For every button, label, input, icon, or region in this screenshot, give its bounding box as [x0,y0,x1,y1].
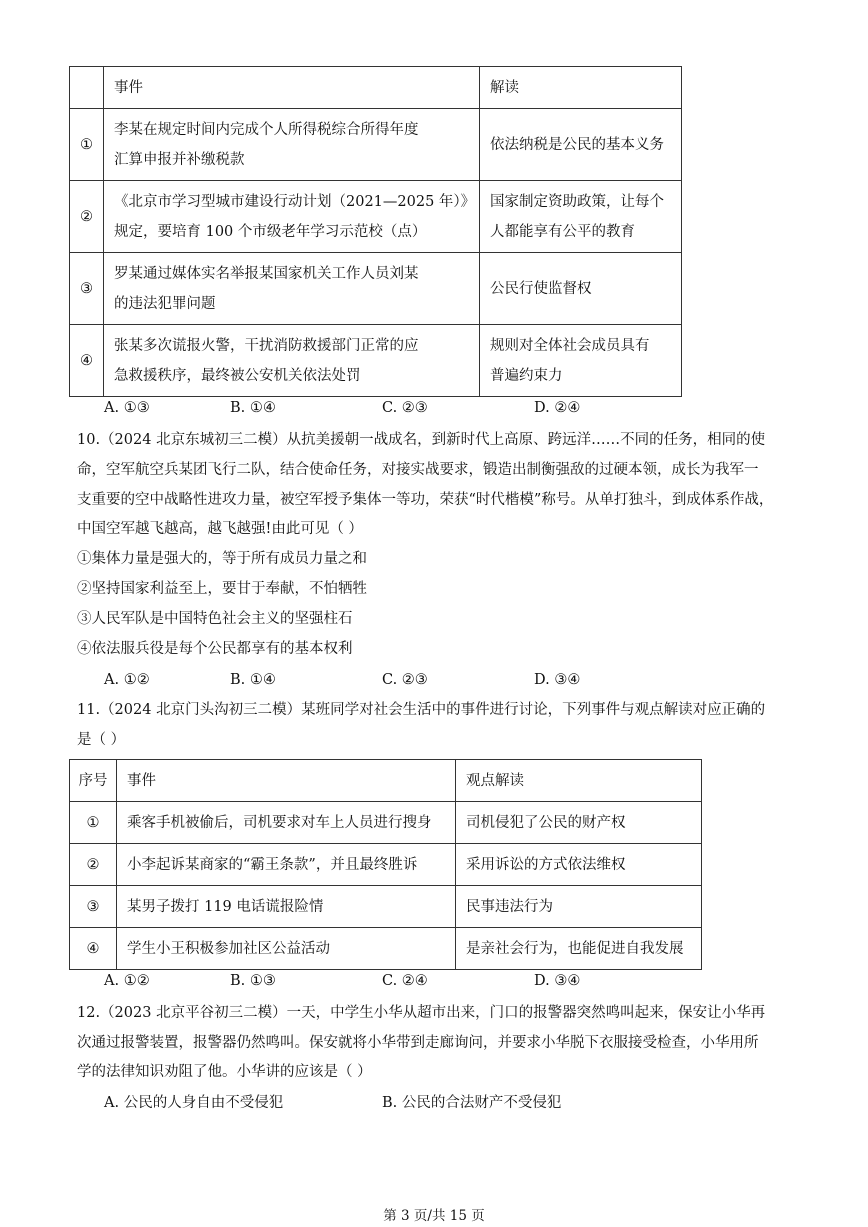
option-c: C. ②③ [382,400,428,416]
table1-header-blank [70,67,104,109]
table2-row-num: ④ [70,928,117,970]
option-d: D. ③④ [534,672,581,688]
table2-row-num: ② [70,844,117,886]
option-a: A. ①② [104,672,150,688]
table1-row-num: ① [70,109,104,181]
q12-stem-line: 学的法律知识劝阻了他。小华讲的应该是（ ） [77,1064,372,1080]
table2-row-reading: 是亲社会行为，也能促进自我发展 [456,928,702,970]
option-d: D. ②④ [534,400,581,416]
option-b: B. ①④ [230,400,276,416]
option-a: A. 公民的人身自由不受侵犯 [104,1095,284,1111]
table1-row-reading: 规则对全体社会成员具有 普遍约束力 [480,325,682,397]
table1-row-reading: 国家制定资助政策，让每个 人都能享有公平的教育 [480,181,682,253]
table1-row-event: 李某在规定时间内完成个人所得税综合所得年度 汇算申报并补缴税款 [104,109,480,181]
events-table-1 [69,66,682,397]
q10-statement: ③人民军队是中国特色社会主义的坚强柱石 [77,611,353,627]
table2-row-num: ① [70,802,117,844]
table2-header-event: 事件 [117,760,456,802]
option-b: B. ①④ [230,672,276,688]
table2-row-event: 学生小王积极参加社区公益活动 [117,928,456,970]
table2-row-num: ③ [70,886,117,928]
option-b: B. ①③ [230,973,276,989]
q10-stem-line: 命，空军航空兵某团飞行二队，结合使命任务，对接实战要求，锻造出制衡强敌的过硬本领，成长为我军一 [77,462,759,478]
q10-stem-line: 中国空军越飞越高，越飞越强!由此可见（ ） [77,521,363,537]
q10-statement: ①集体力量是强大的，等于所有成员力量之和 [77,551,367,567]
table2-row-event: 小李起诉某商家的“霸王条款”，并且最终胜诉 [117,844,456,886]
option-c: C. ②④ [382,973,428,989]
table1-header-event: 事件 [104,67,480,109]
q11-stem-line: 11.（2024 北京门头沟初三二模）某班同学对社会生活中的事件进行讨论，下列事件与观点解读对应正确的 [77,702,766,718]
q10-stem-line: 支重要的空中战略性进攻力量，被空军授予集体一等功，荣获“时代楷模”称号。从单打独斗，到成体系作战， [77,492,774,508]
table2-header-seq: 序号 [70,760,117,802]
option-d: D. ③④ [534,973,581,989]
page-number: 第 3 页/共 15 页 [383,1208,485,1224]
option-a: A. ①② [104,973,150,989]
table2-row-event: 乘客手机被偷后，司机要求对车上人员进行搜身 [117,802,456,844]
table2-row-event: 某男子拨打 119 电话谎报险情 [117,886,456,928]
table2-row-reading: 司机侵犯了公民的财产权 [456,802,702,844]
q10-statement: ②坚持国家利益至上，要甘于奉献，不怕牺牲 [77,581,367,597]
q10-statement: ④依法服兵役是每个公民都享有的基本权利 [77,641,353,657]
q12-stem-line: 12.（2023 北京平谷初三二模）一天，中学生小华从超市出来，门口的报警器突然鸣叫起来，保安让小华再 [77,1005,766,1021]
table1-row-reading: 依法纳税是公民的基本义务 [480,109,682,181]
q11-stem-line: 是（ ） [77,732,126,748]
table2-header-reading: 观点解读 [456,760,702,802]
table2-row-reading: 民事违法行为 [456,886,702,928]
table1-row-num: ③ [70,253,104,325]
table1-row-event: 张某多次谎报火警，干扰消防救援部门正常的应 急救援秩序，最终被公安机关依法处罚 [104,325,480,397]
table1-header-reading: 解读 [480,67,682,109]
q12-stem-line: 次通过报警装置，报警器仍然鸣叫。保安就将小华带到走廊询问，并要求小华脱下衣服接受检查，小华用所 [77,1035,759,1051]
option-a: A. ①③ [104,400,150,416]
table1-row-event: 罗某通过媒体实名举报某国家机关工作人员刘某 的违法犯罪问题 [104,253,480,325]
table2-row-reading: 采用诉讼的方式依法维权 [456,844,702,886]
events-table-2 [69,759,702,970]
option-b: B. 公民的合法财产不受侵犯 [382,1095,562,1111]
table1-row-num: ② [70,181,104,253]
table1-row-reading: 公民行使监督权 [480,253,682,325]
table1-row-event: 《北京市学习型城市建设行动计划（2021—2025 年）》 规定，要培育 100 个市级老年学习示范校（点） [104,181,480,253]
table1-row-num: ④ [70,325,104,397]
option-c: C. ②③ [382,672,428,688]
q10-stem-line: 10.（2024 北京东城初三二模）从抗美援朝一战成名，到新时代上高原、跨远洋……不同的任务，相同的使 [77,432,766,448]
